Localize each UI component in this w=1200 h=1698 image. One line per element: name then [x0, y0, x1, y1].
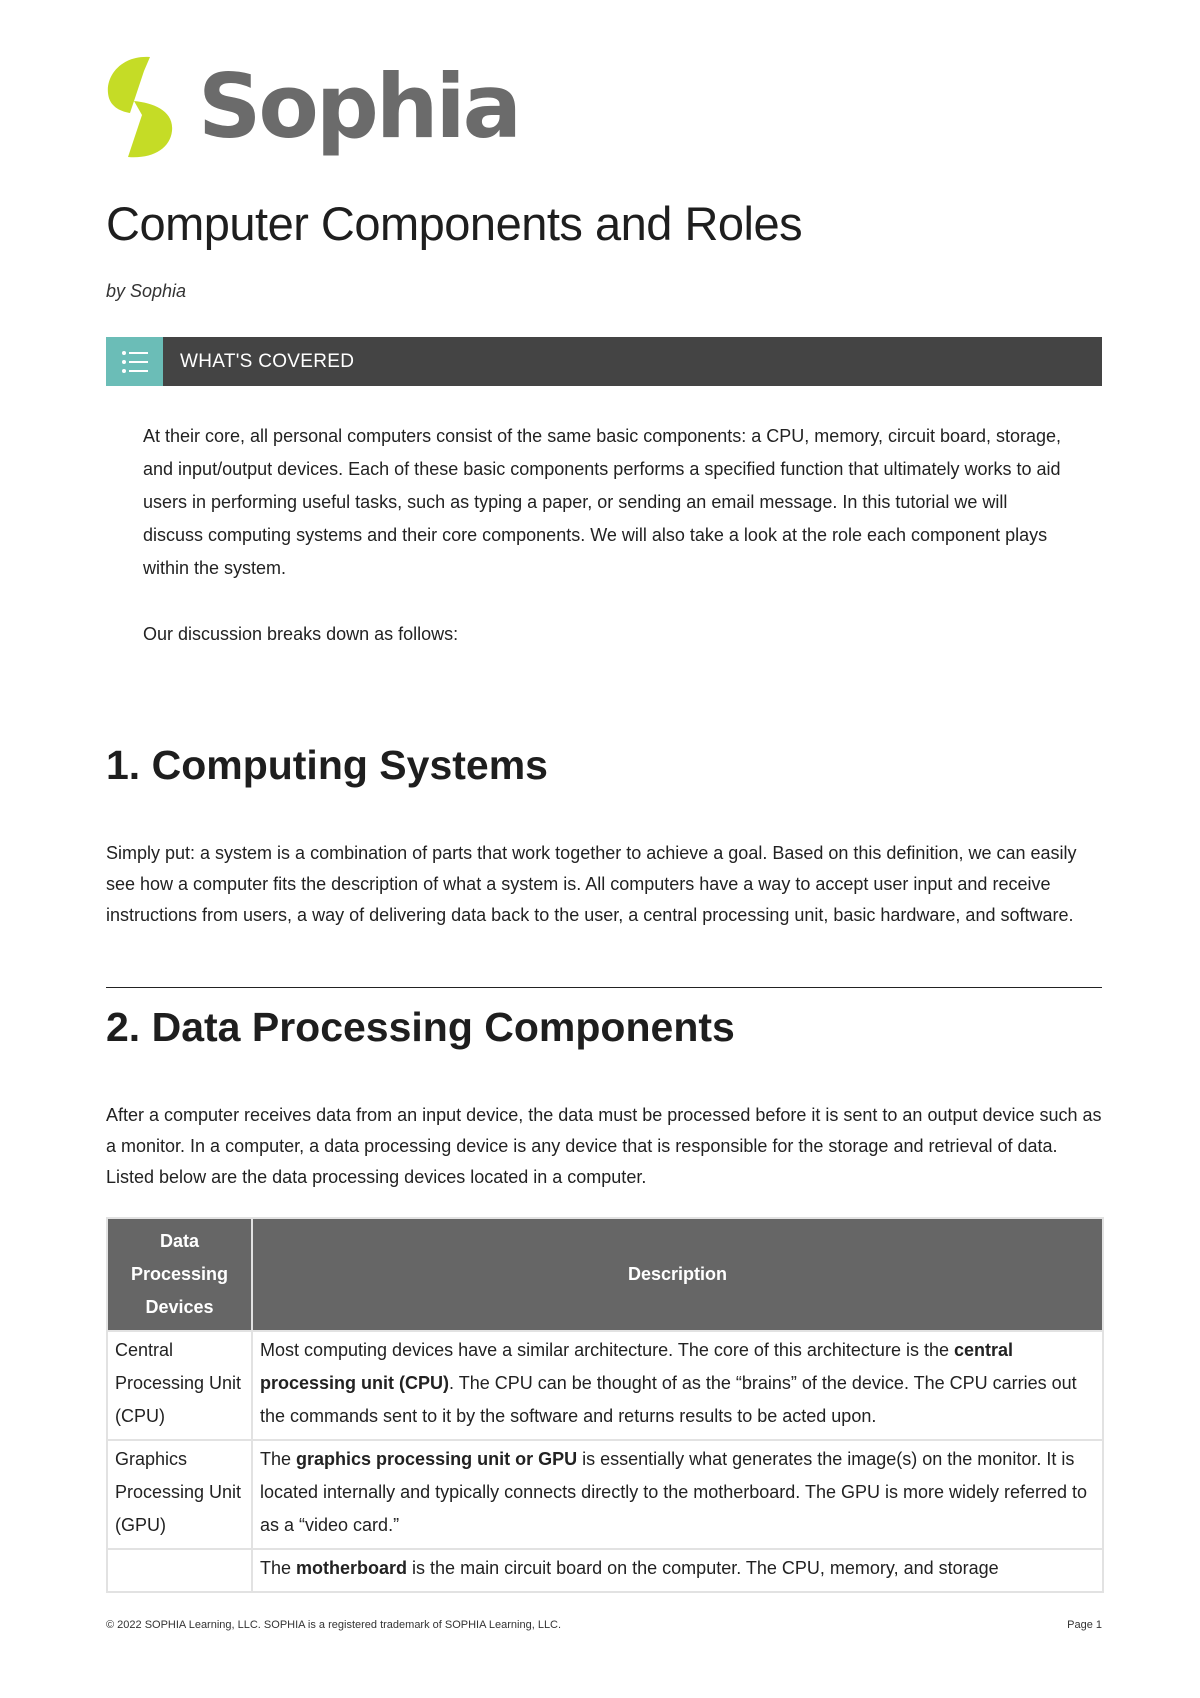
device-cell: Central Processing Unit (CPU) — [107, 1331, 252, 1440]
intro-paragraph: At their core, all personal computers consist of the same basic components: a CPU, memory, circuit board, storage, and input/output devices. Each of these basic components performs a specified function that ultimately works to aid users in performing useful tasks, such as typing a paper, or sending an email message. In this tutorial we will discuss computing systems and their core components. We will also take a look at the role each component plays within the system. — [143, 426, 1062, 578]
sophia-s-mark-icon — [104, 55, 176, 159]
section-heading-computing-systems: 1. Computing Systems — [106, 742, 548, 788]
description-cell — [252, 1331, 1103, 1440]
description-term: central processing unit (CPU) — [260, 1340, 1014, 1393]
table-header-row — [107, 1218, 1103, 1331]
page-footer — [106, 1619, 1102, 1631]
device-cell — [107, 1549, 252, 1592]
whats-covered-bar — [106, 337, 1102, 386]
table-row — [107, 1440, 1103, 1549]
section-heading-data-processing: 2. Data Processing Components — [106, 1004, 735, 1050]
description-text: is the main circuit board on the computer. The CPU, memory, and storage — [407, 1558, 999, 1578]
device-cell: Graphics Processing Unit (GPU) — [107, 1440, 252, 1549]
sophia-wordmark: Sophia — [198, 55, 520, 158]
description-cell — [252, 1440, 1103, 1549]
page-title: Computer Components and Roles — [106, 197, 803, 250]
section-text-computing-systems: Simply put: a system is a combination of parts that work together to achieve a goal. Based on this definition, we can easily see how a computer fits the description of what a system is. All computers have a way to accept user input and receive instructions from users, a way of delivering data back to the user, a central processing unit, basic hardware, and software. — [106, 843, 1077, 925]
table-header-description: Description — [252, 1218, 1103, 1331]
whats-covered-label: WHAT'S COVERED — [180, 350, 355, 372]
section-text-data-processing: After a computer receives data from an input device, the data must be processed before it is sent to an output device such as a monitor. In a computer, a data processing device is any device that is responsible for the storage and retrieval of data. Listed below are the data processing devices located in a computer. — [106, 1105, 1102, 1187]
description-text: . The CPU can be thought of as the “brains” of the device. The CPU carries out the commands sent to it by the software and returns results to be acted upon. — [260, 1373, 1077, 1426]
copyright-text: © 2022 SOPHIA Learning, LLC. SOPHIA is a registered trademark of SOPHIA Learning, LLC. — [106, 1619, 562, 1631]
description-term: graphics processing unit or GPU — [296, 1449, 578, 1469]
list-icon — [121, 350, 149, 374]
whats-covered-icon-box — [106, 337, 163, 386]
data-processing-table — [106, 1217, 1104, 1597]
description-text: The — [260, 1558, 297, 1578]
description-term: motherboard — [296, 1558, 408, 1578]
byline: by Sophia — [106, 281, 187, 301]
section-divider — [106, 987, 1102, 988]
table-header-devices: Data Processing Devices — [107, 1218, 252, 1331]
sophia-logo — [104, 55, 519, 159]
whats-covered-content — [143, 420, 1063, 651]
page-number: Page 1 — [1067, 1619, 1102, 1631]
description-text: is essentially what generates the image(s) on the monitor. It is located internally and typically connects directly to the motherboard. The GPU is more widely referred to as a “video card.” — [260, 1449, 1088, 1535]
description-cell — [252, 1549, 1103, 1592]
breakdown-text: Our discussion breaks down as follows: — [143, 624, 459, 644]
description-text: The — [260, 1449, 297, 1469]
table-row — [107, 1331, 1103, 1440]
description-text: Most computing devices have a similar architecture. The core of this architecture is the — [260, 1340, 954, 1360]
table-row — [107, 1549, 1103, 1592]
